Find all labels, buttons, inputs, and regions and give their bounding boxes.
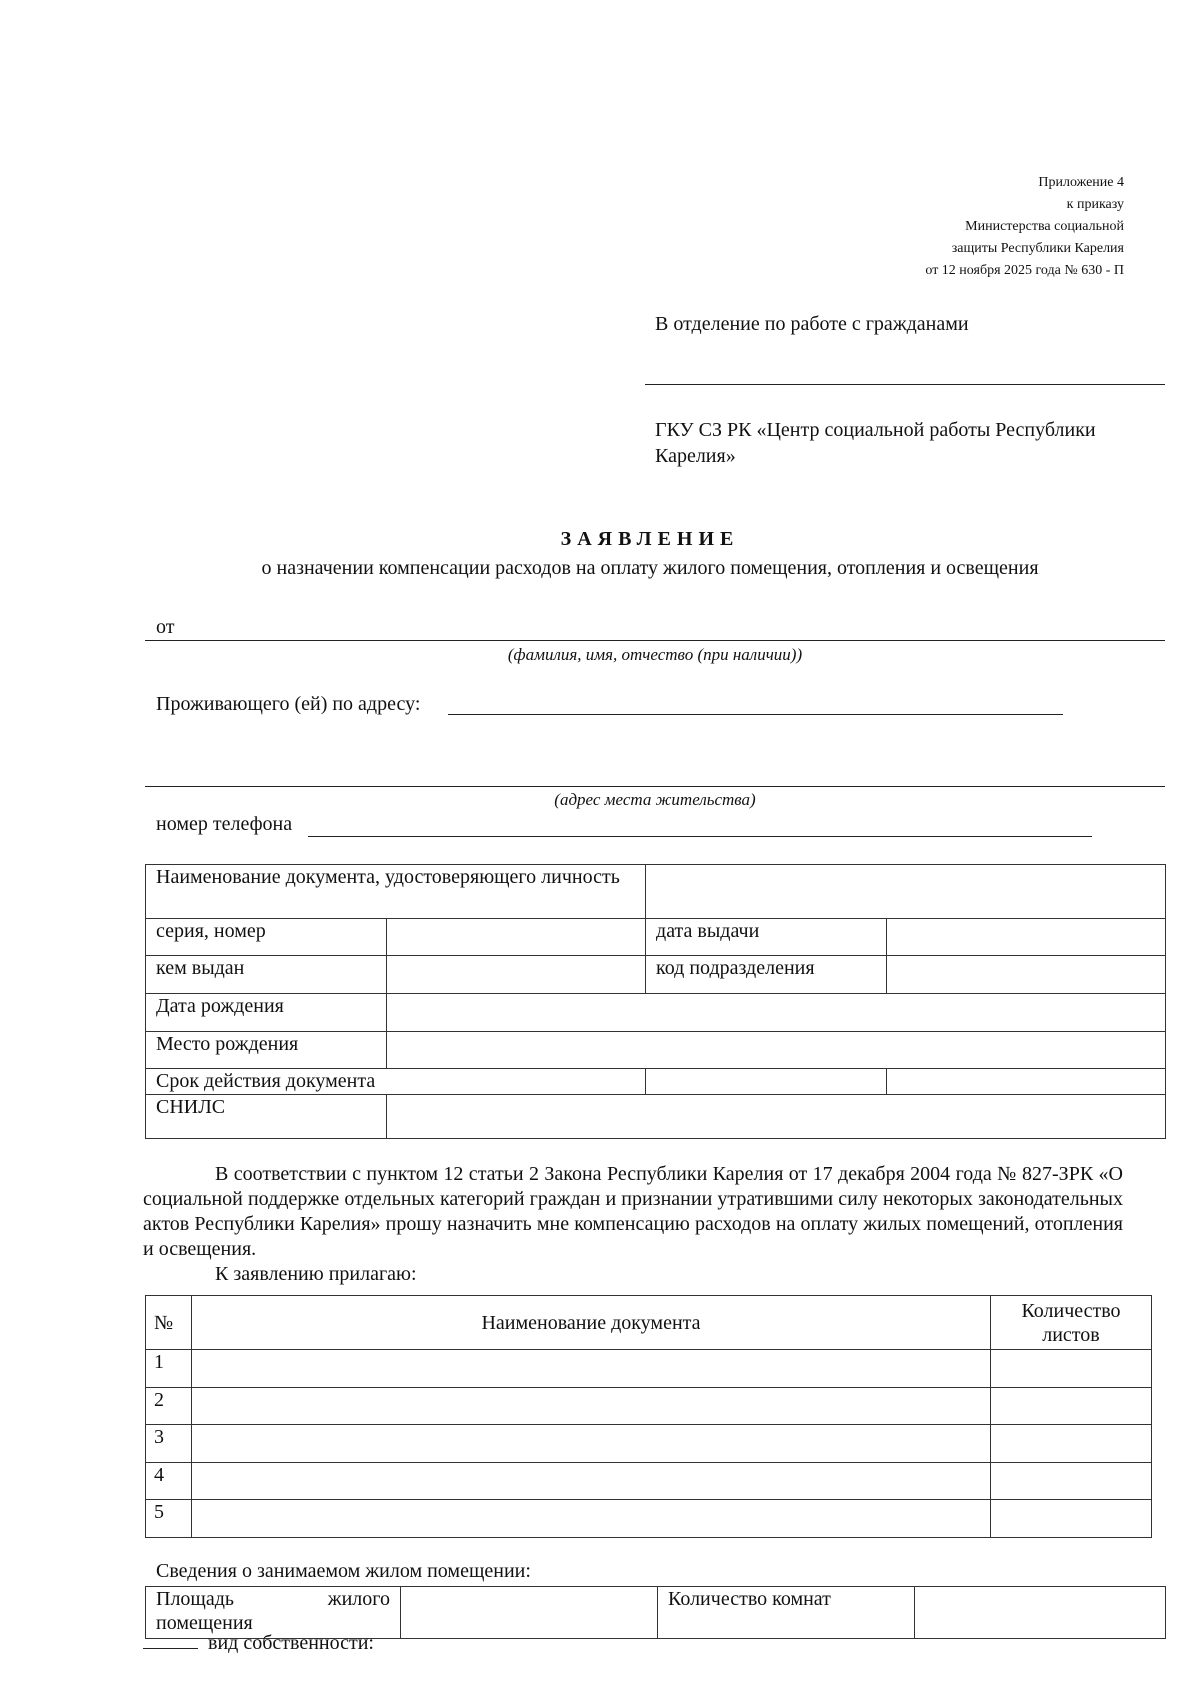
row-doc-input[interactable] xyxy=(192,1350,991,1388)
row-number: 4 xyxy=(146,1463,192,1500)
row-doc-input[interactable] xyxy=(192,1500,991,1538)
name-hint: (фамилия, имя, отчество (при наличии)) xyxy=(507,645,803,664)
row-number: 2 xyxy=(146,1388,192,1425)
header-sheet-count: Количество листов xyxy=(991,1296,1152,1350)
row-sheets-input[interactable] xyxy=(991,1500,1152,1538)
phone-label: номер телефона xyxy=(156,813,293,835)
identity-table xyxy=(145,864,1166,1139)
issued-by-label: кем выдан xyxy=(146,956,387,994)
doc-name-input[interactable] xyxy=(646,865,1166,919)
table-header-row xyxy=(146,1296,1152,1350)
division-code-label: код подразделения xyxy=(646,956,887,994)
header-number: № xyxy=(146,1296,192,1350)
snils-input[interactable] xyxy=(387,1095,1166,1139)
birth-date-label: Дата рождения xyxy=(146,994,387,1032)
document-title: ЗАЯВЛЕНИЕ xyxy=(560,528,740,550)
table-row xyxy=(146,1069,1166,1095)
series-input[interactable] xyxy=(387,919,646,956)
request-paragraph xyxy=(143,1162,1123,1262)
table-row xyxy=(146,865,1166,919)
ownership-label: вид собственности: xyxy=(208,1632,374,1654)
series-label: серия, номер xyxy=(146,919,387,956)
row-sheets-input[interactable] xyxy=(991,1425,1152,1463)
row-doc-input[interactable] xyxy=(192,1388,991,1425)
appendix-header xyxy=(724,172,1124,282)
address-line-2[interactable] xyxy=(145,786,1165,787)
address-label: Проживающего (ей) по адресу: xyxy=(156,693,421,715)
document-subtitle: о назначении компенсации расходов на оплату жилого помещения, отопления и освещения xyxy=(261,557,1039,579)
name-line[interactable] xyxy=(145,640,1165,641)
table-row xyxy=(146,1095,1166,1139)
table-row xyxy=(146,1500,1152,1538)
request-text: В соответствии с пунктом 12 статьи 2 Закона Республики Карелия от 17 декабря 2004 года № 827-ЗРК «О социальной поддержке отдельных категорий граждан и признании утратившими силу некоторых законодательных актов Республики Карелия» прошу назначить мне компенсацию расходов на оплату жилых помещений, отопления и освещения. xyxy=(143,1163,1123,1260)
row-sheets-input[interactable] xyxy=(991,1463,1152,1500)
addressee-department: В отделение по работе с гражданами xyxy=(655,313,969,335)
row-doc-input[interactable] xyxy=(192,1425,991,1463)
area-input[interactable] xyxy=(401,1587,658,1639)
birth-place-input[interactable] xyxy=(387,1032,1166,1069)
row-doc-input[interactable] xyxy=(192,1463,991,1500)
row-number: 1 xyxy=(146,1350,192,1388)
validity-label: Срок действия документа xyxy=(146,1069,646,1095)
attachments-table xyxy=(145,1295,1152,1538)
addressee-organization: ГКУ СЗ РК «Центр социальной работы Республики Карелия» xyxy=(655,419,1096,467)
ownership-blank[interactable] xyxy=(143,1648,198,1649)
appendix-line: защиты Республики Карелия xyxy=(951,241,1124,256)
appendix-line: Приложение 4 xyxy=(1038,175,1124,190)
doc-name-label: Наименование документа, удостоверяющего личность xyxy=(156,866,620,888)
department-blank-line[interactable] xyxy=(645,384,1165,385)
rooms-input[interactable] xyxy=(915,1587,1166,1639)
row-sheets-input[interactable] xyxy=(991,1350,1152,1388)
address-line-1[interactable] xyxy=(448,714,1063,715)
area-label: Площадь жилого помещения xyxy=(156,1588,390,1634)
birth-date-input[interactable] xyxy=(387,994,1166,1032)
table-row xyxy=(146,1425,1152,1463)
row-number: 5 xyxy=(146,1500,192,1538)
issued-by-input[interactable] xyxy=(387,956,646,994)
validity-from-input[interactable] xyxy=(646,1069,887,1095)
table-row xyxy=(146,1587,1166,1639)
row-number: 3 xyxy=(146,1425,192,1463)
issue-date-input[interactable] xyxy=(887,919,1166,956)
appendix-line: от 12 ноября 2025 года № 630 - П xyxy=(925,263,1124,278)
housing-label: Сведения о занимаемом жилом помещении: xyxy=(156,1560,531,1582)
snils-label: СНИЛС xyxy=(146,1095,387,1139)
from-label: от xyxy=(156,616,175,638)
table-row xyxy=(146,1388,1152,1425)
row-sheets-input[interactable] xyxy=(991,1388,1152,1425)
table-row xyxy=(146,1032,1166,1069)
doc-name-cell xyxy=(146,865,646,919)
rooms-label: Количество комнат xyxy=(658,1587,915,1639)
header-doc-name: Наименование документа xyxy=(192,1296,991,1350)
table-row xyxy=(146,956,1166,994)
phone-line[interactable] xyxy=(308,836,1092,837)
issue-date-label: дата выдачи xyxy=(646,919,887,956)
address-hint: (адрес места жительства) xyxy=(554,790,756,809)
table-row xyxy=(146,1350,1152,1388)
division-code-input[interactable] xyxy=(887,956,1166,994)
table-row xyxy=(146,994,1166,1032)
table-row xyxy=(146,919,1166,956)
ownership-row xyxy=(143,1632,374,1655)
appendix-line: Министерства социальной xyxy=(965,219,1124,234)
table-row xyxy=(146,1463,1152,1500)
attach-label: К заявлению прилагаю: xyxy=(215,1263,417,1285)
area-cell xyxy=(146,1587,401,1639)
validity-to-input[interactable] xyxy=(887,1069,1166,1095)
appendix-line: к приказу xyxy=(1066,197,1124,212)
birth-place-label: Место рождения xyxy=(146,1032,387,1069)
